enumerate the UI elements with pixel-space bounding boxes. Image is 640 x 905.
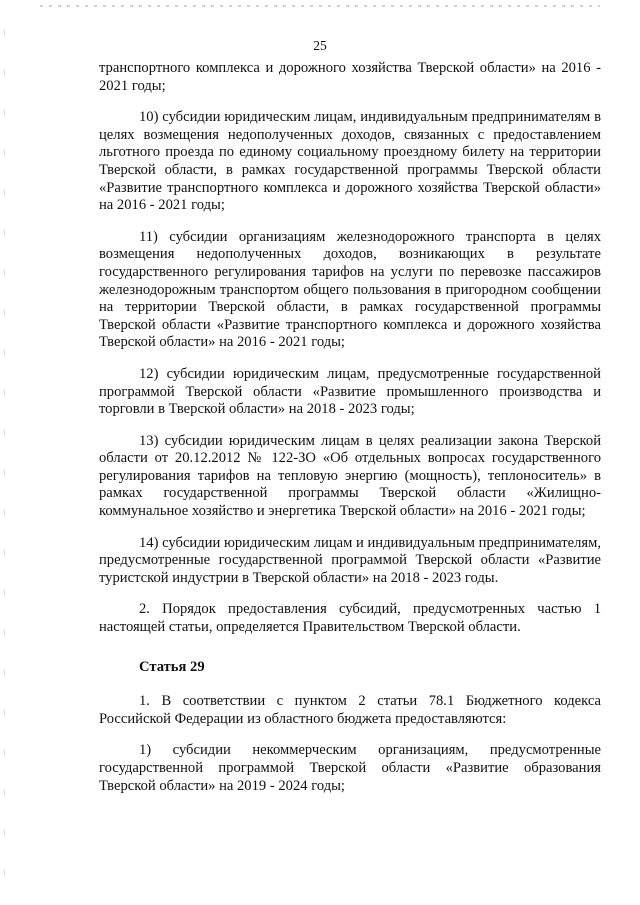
paragraph-continuation: транспортного комплекса и дорожного хозяйства Тверской области» на 2016 - 2021 годы;: [99, 60, 601, 94]
scan-artifact-top: [40, 5, 600, 7]
paragraph-item-14: 14) субсидии юридическим лицам и индивидуальным предпринимателям, предусмотренные государственной программой Тверской области «Развитие туристской индустрии в Тверской области» на 2018 - 2023 годы.: [99, 534, 601, 586]
page-number: 25: [313, 38, 327, 53]
paragraph-item-10: 10) субсидии юридическим лицам, индивидуальным предпринимателям в целях возмещения недополученных доходов, связанных с предоставлением льготного проезда по единому социальному проездному билету на территории Тверской области, в рамках государственной программы Тверской области «Развитие транспортного комплекса и дорожного хозяйства Тверской области» на 2016 - 2021 годы;: [99, 109, 601, 214]
paragraph-article-29-item-1: 1) субсидии некоммерческим организациям, предусмотренные государственной программой Тверской области «Развитие образования Тверской области» на 2019 - 2024 годы;: [99, 742, 601, 794]
paragraph-article-29-part-1: 1. В соответствии с пунктом 2 статьи 78.1 Бюджетного кодекса Российской Федерации из областного бюджета предоставляются:: [99, 693, 601, 727]
scan-artifact-left: [4, 30, 5, 880]
article-heading: Статья 29: [139, 658, 205, 675]
paragraph-item-12: 12) субсидии юридическим лицам, предусмотренные государственной программой Тверской области «Развитие промышленного производства и торговли в Тверской области» на 2018 - 2023 годы;: [99, 365, 601, 418]
document-body: [99, 60, 601, 809]
paragraph-part-2: 2. Порядок предоставления субсидий, предусмотренных частью 1 настоящей статьи, определяется Правительством Тверской области.: [99, 601, 601, 636]
paragraph-item-11: 11) субсидии организациям железнодорожного транспорта в целях возмещения недополученных доходов, возникающих в результате государственного регулирования тарифов на услуги по перевозке пассажиров железнодорожным транспортом общего пользования в пригородном сообщении на территории Тверской области, в рамках государственной программы Тверской области «Развитие транспортного комплекса и дорожного хозяйства Тверской области» на 2016 - 2021 годы;: [99, 228, 601, 351]
paragraph-item-13: 13) субсидии юридическим лицам в целях реализации закона Тверской области от 20.12.2012 № 122-ЗО «Об отдельных вопросах государственного регулирования тарифов на тепловую энергию (мощность), теплоноситель» в рамках государственной программы Тверской области «Жилищно-коммунальное хозяйство и энергетика Тверской области» на 2016 - 2021 годы;: [99, 432, 601, 520]
